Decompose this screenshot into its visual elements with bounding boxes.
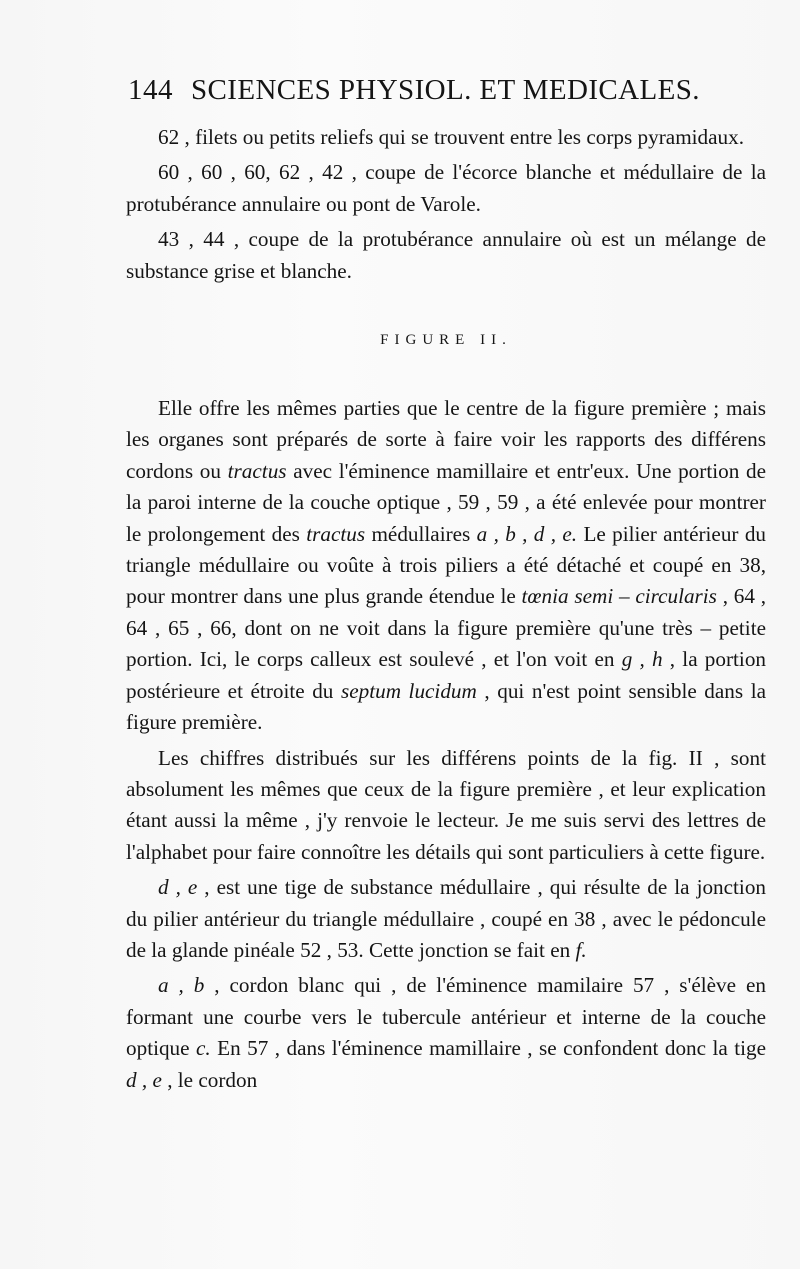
text-segment: , le cordon (161, 1067, 258, 1092)
text-segment: f. (575, 937, 587, 962)
text-segment: , qui n'est point sensible dans la figure première. (126, 678, 766, 735)
paragraph-3: 43 , 44 , coupe de la protubérance annulaire où est un mélange de substance grise et blanche. (126, 227, 766, 283)
figure-heading: FIGURE II. (380, 332, 512, 349)
page-body (126, 122, 766, 1096)
running-head: SCIENCES PHYSIOL. ET MEDICALES. (191, 74, 700, 106)
text-segment: a , b , d , e. (476, 521, 578, 546)
page-number: 144 (128, 74, 173, 106)
text-segment: tractus (227, 458, 287, 483)
text-segment: d , e (126, 1067, 162, 1092)
paragraph-7 (126, 970, 766, 1096)
text-segment: , 64 , 64 , 65 , 66, dont on ne voit dans la figure première qu'une très – petite portion. Ici, le corps calleux est soulevé , et l'on voit en (126, 584, 766, 672)
paragraph-1: 62 , filets ou petits reliefs qui se trouvent entre les corps pyramidaux. (158, 125, 745, 149)
text-segment: Le pilier antérieur du triangle médullaire ou voûte à trois piliers a été détaché et coupé en 38, pour montrer dans une plus grande étendue le (126, 521, 767, 609)
text-segment: Elle offre les mêmes parties que le centre de la figure première ; mais les organes sont préparés de sorte à faire voir les rapports des différens cordons ou (126, 396, 766, 483)
text-segment: tractus (306, 521, 366, 546)
paragraph-2: 60 , 60 , 60, 62 , 42 , coupe de l'écorce blanche et médullaire de la protubérance annulaire ou pont de Varole. (126, 160, 766, 216)
text-segment: , cordon blanc qui , de l'éminence mamilaire 57 , s'élève en formant une courbe vers le tubercule antérieur et interne de la couche optique (126, 973, 766, 1061)
text-segment: Les chiffres distribués sur les différens points de la fig. II , sont absolument les mêmes que ceux de la figure première , et leur explication étant aussi la même , j'y renvoie le lecteur. Je me suis servi des lettres de l'alphabet pour faire connoître les détails qui sont particuliers à cette figure. (126, 745, 766, 864)
text-segment: , la portion postérieure et étroite du (126, 647, 767, 703)
text-segment: , est une tige de substance médullaire , qui résulte de la jonction du pilier antérieur du triangle médullaire , coupé en 38 , avec le pédoncule de la glande pinéale 52 , 53. Cette jonction se fait en (126, 875, 767, 962)
paragraph-5 (126, 743, 766, 869)
text-segment: c. (196, 1036, 211, 1061)
text-segment: En 57 , dans l'éminence mamillaire , se confondent donc la tige (210, 1036, 766, 1061)
paragraph-6 (126, 872, 766, 966)
page-header (128, 74, 768, 107)
text-segment: tœnia semi – circularis (521, 584, 717, 609)
text-segment: septum lucidum (340, 678, 477, 703)
paragraph-4 (126, 393, 766, 738)
text-segment: g , h (621, 647, 663, 672)
text-segment: d , e (158, 875, 198, 900)
text-segment: médullaires (365, 521, 477, 546)
text-segment: avec l'éminence mamillaire et entr'eux. Une portion de la paroi interne de la couche optique , 59 , 59 , a été enlevée pour montrer le prolongement des (126, 458, 766, 546)
text-segment: a , b (158, 973, 205, 998)
